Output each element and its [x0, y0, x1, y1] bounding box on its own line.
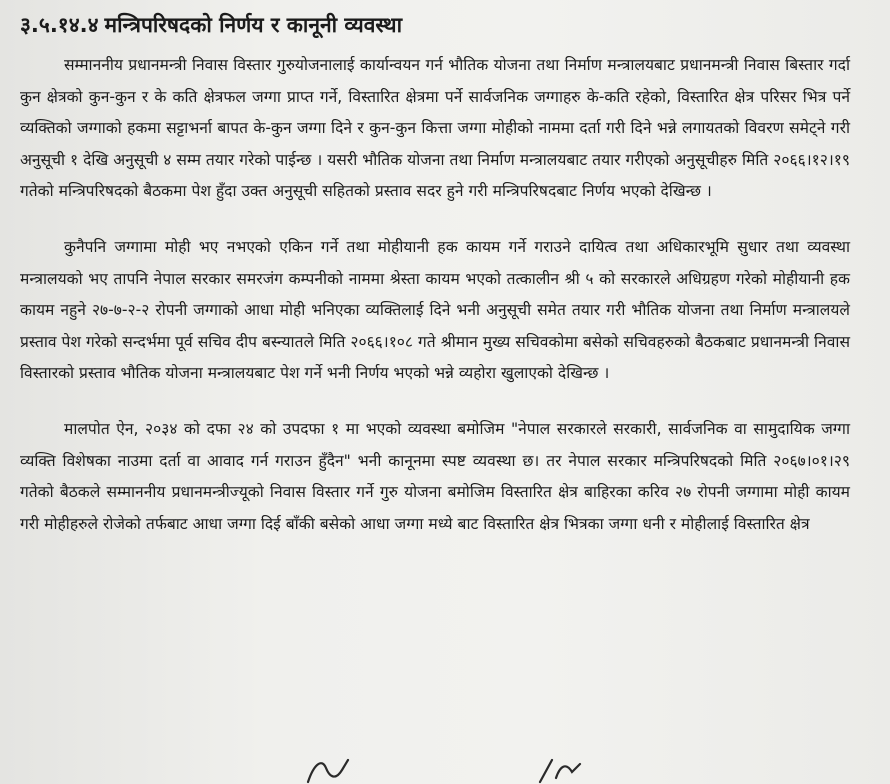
paragraph-tenancy-verification: कुनैपनि जग्गामा मोही भए नभएको एकिन गर्ने तथा मोहीयानी हक कायम गर्ने गराउने दायित्व तथा अधिकारभूमि सुधार तथा व्यवस्था मन्त्रालयको भए तापनि नेपाल सरकार समरजंग कम्पनीको नाममा श्रेस्ता कायम भएको तत्कालीन श्री ५ को सरकारले अधिग्रहण गरेको मोहीयानी हक कायम नहुने २७-७-२-२ रोपनी जग्गाको आधा मोही भनिएका व्यक्तिलाई दिने भनी अनुसूची समेत तयार गरी भौतिक योजना तथा निर्माण मन्त्रालयले प्रस्ताव पेश गरेको सन्दर्भमा पूर्व सचिव दीप बस्न्यातले मिति २०६६।१०८ गते श्रीमान मुख्य सचिवकोमा बसेको सचिवहरुको बैठकबाट प्रधानमन्त्री निवास विस्तारको प्रस्ताव भौतिक योजना मन्त्रालयबाट पेश गर्ने भनी निर्णय भएको भन्ने व्यहोरा खुलाएको देखिन्छ । — [20, 237, 850, 383]
paragraph-land-revenue-act: मालपोत ऐन, २०३४ को दफा २४ को उपदफा १ मा भएको व्यवस्था बमोजिम "नेपाल सरकारले सरकारी, सार्वजनिक वा सामुदायिक जग्गा व्यक्ति विशेषका नाउमा दर्ता वा आवाद गर्न गराउन हुँदैन" भनी कानूनमा स्पष्ट व्यवस्था छ। तर नेपाल सरकार मन्त्रिपरिषदको मिति २०६७।०१।२९ गतेको बैठकले सम्माननीय प्रधानमन्त्रीज्यूको निवास विस्तार गर्ने गुरु योजना बमोजिम विस्तारित क्षेत्र बाहिरका करिव २७ रोपनी जग्गामा मोही कायम गरी मोहीहरुले रोजेको तर्फबाट आधा जग्गा दिई बाँकी बसेको आधा जग्गा मध्ये बाट विस्तारित क्षेत्र भित्रका जग्गा धनी र मोहीलाई विस्तारित क्षेत्र — [20, 419, 850, 533]
section-number: ३.५.१४.४ — [20, 13, 99, 37]
signature-mark-left — [300, 754, 380, 784]
paragraph-cabinet-decision: सम्माननीय प्रधानमन्त्री निवास विस्तार गुरुयोजनालाई कार्यान्वयन गर्न भौतिक योजना तथा निर्माण मन्त्रालयबाट प्रधानमन्त्री निवास बिस्तार गर्दा कुन क्षेत्रको कुन-कुन र के कति क्षेत्रफल जग्गा प्राप्त गर्ने, विस्तारित क्षेत्रमा पर्ने सार्वजनिक जग्गाहरु के-कति रहेको, विस्तारित क्षेत्र परिसर भित्र पर्ने व्यक्तिको जग्गाको हकमा सट्टाभर्ना बापत के-कुन जग्गा दिने र कुन-कुन कित्ता जग्गा मोहीको नाममा दर्ता गरी दिने भन्ने लगायतको विवरण समेट्ने गरी अनुसूची १ देखि अनुसूची ४ सम्म तयार गरेको पाईन्छ । यसरी भौतिक योजना तथा निर्माण मन्त्रालयबाट तयार गरीएको अनुसूचीहरु मिति २०६६।१२।१९ गतेको मन्त्रिपरिषदको बैठकमा पेश हुँदा उक्त अनुसूची सहितको प्रस्ताव सदर हुने गरी मन्त्रिपरिषदबाट निर्णय भएको देखिन्छ । — [20, 56, 850, 201]
section-title: मन्त्रिपरिषदको निर्णय र कानूनी व्यवस्था — [104, 13, 403, 37]
signature-mark-right — [530, 754, 600, 784]
section-heading — [20, 8, 850, 42]
